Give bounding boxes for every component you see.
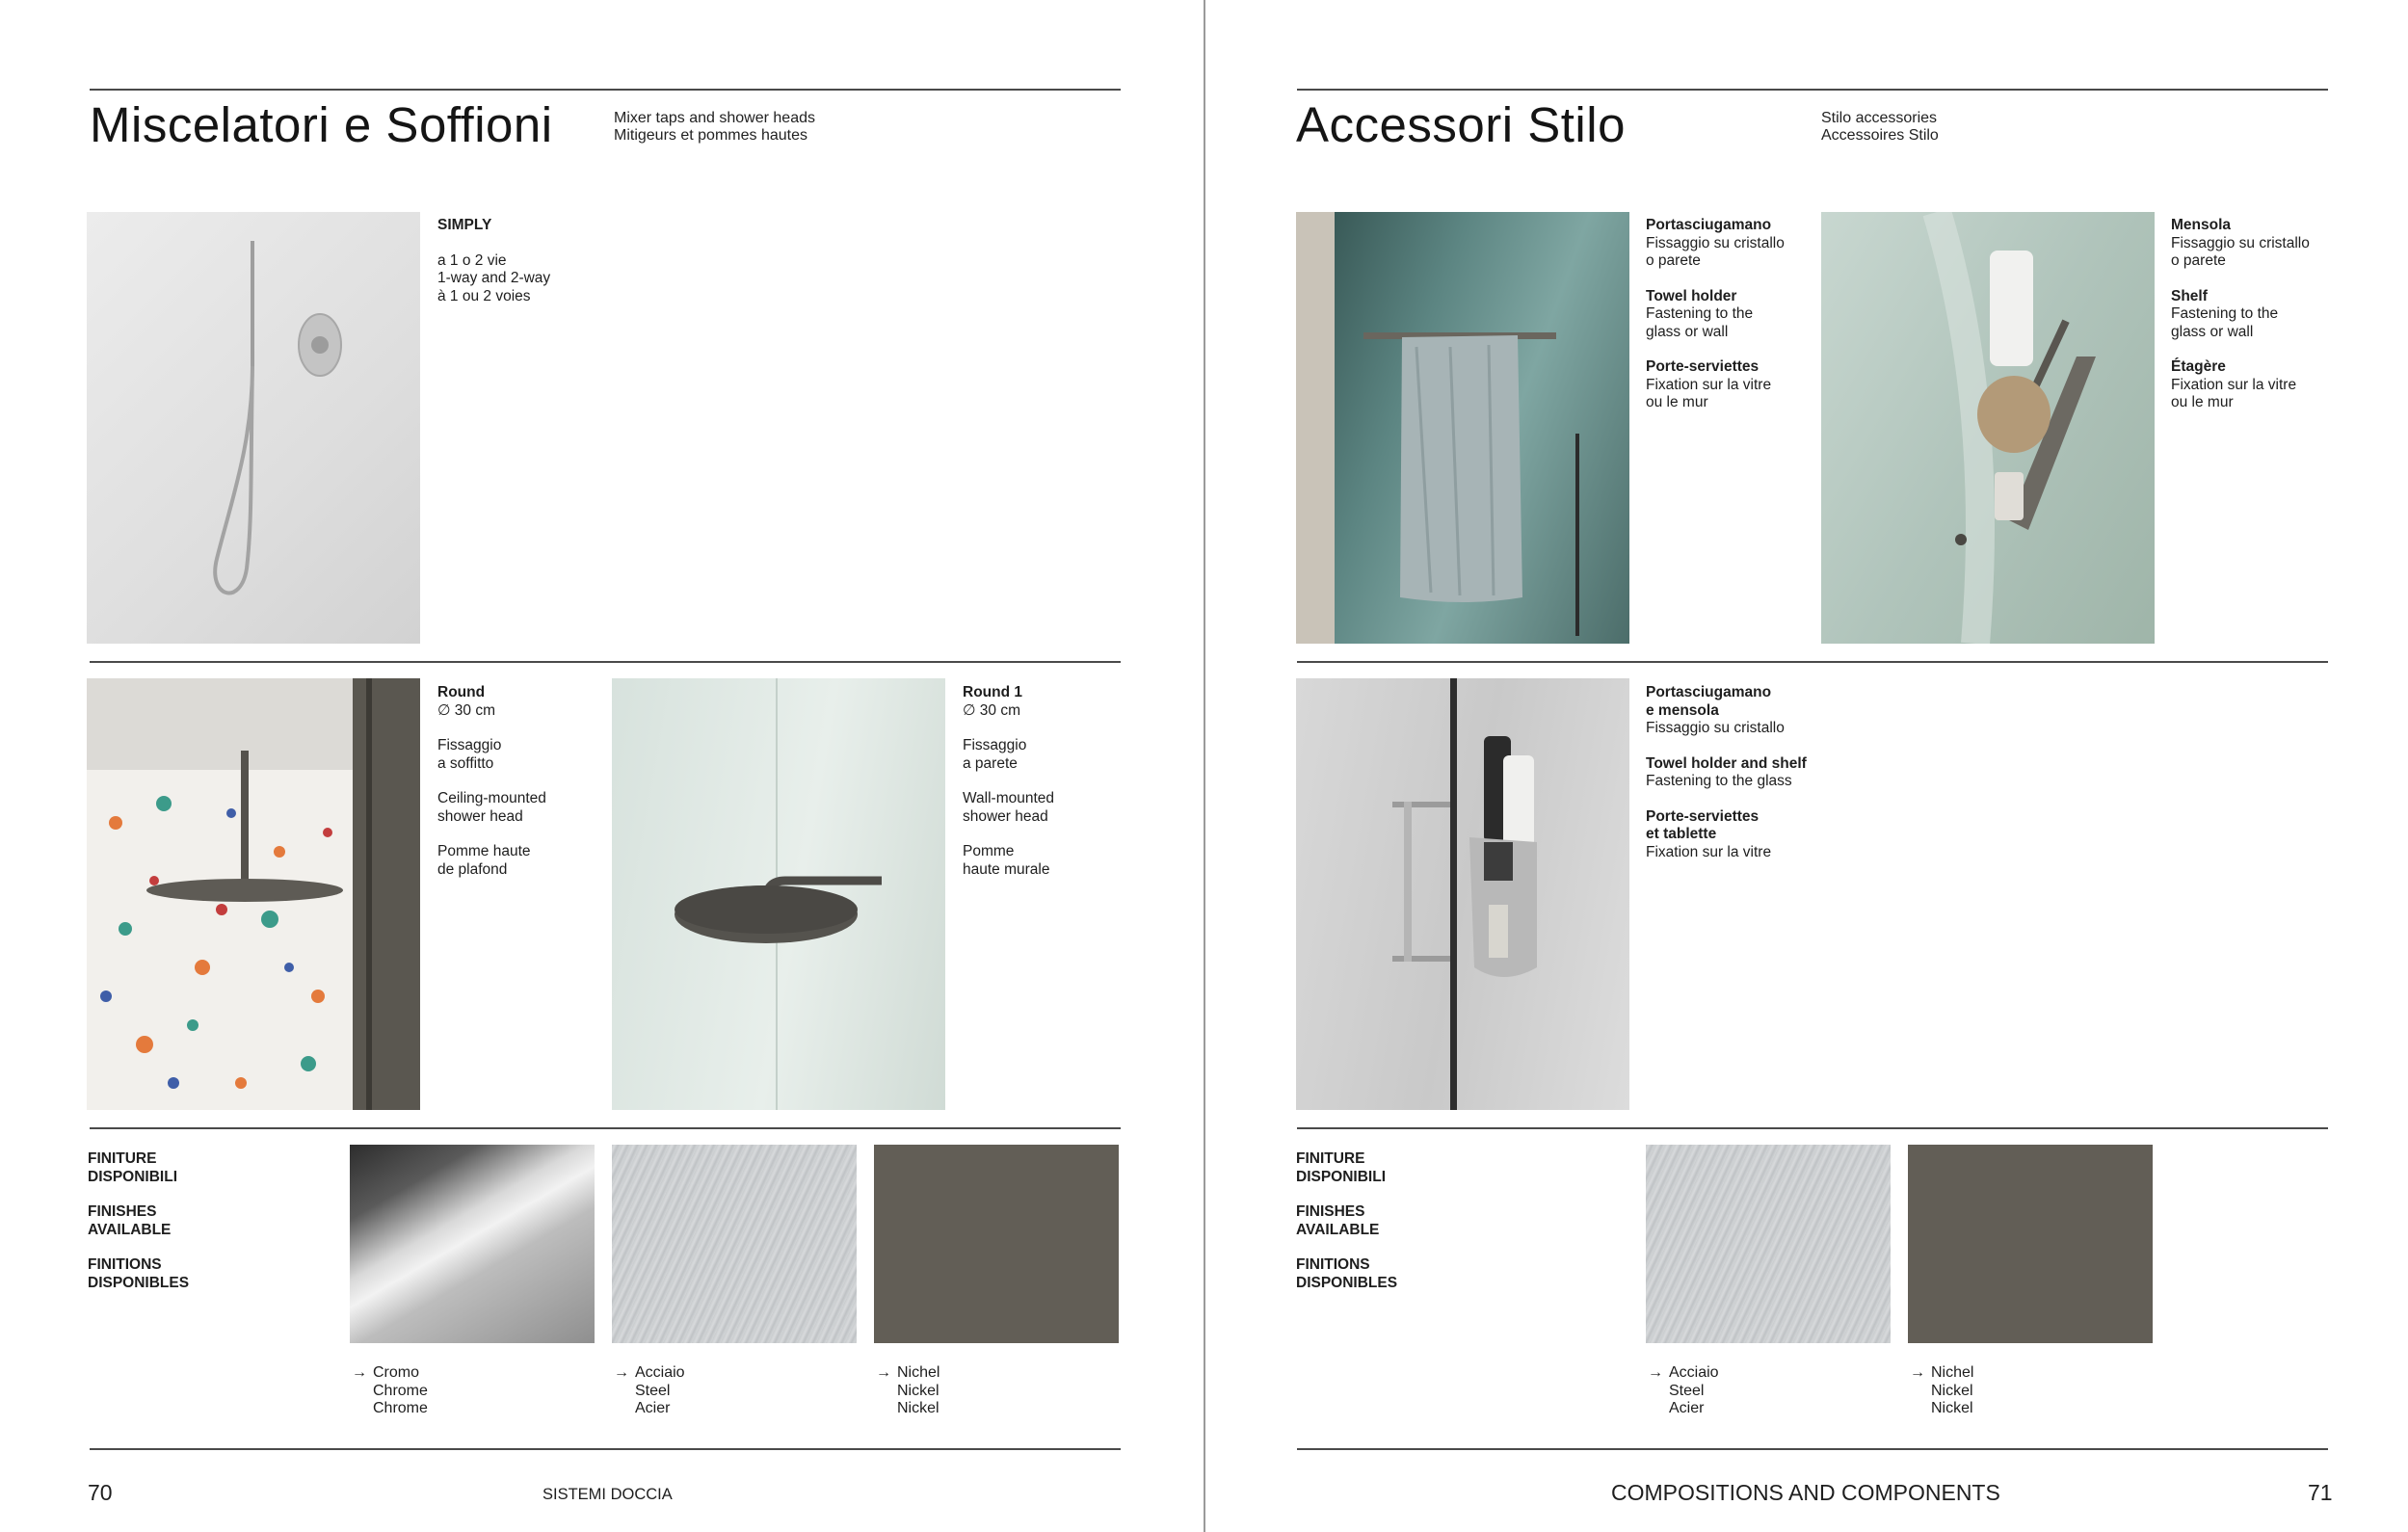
swatch-steel (612, 1145, 857, 1343)
arrow-right-icon: → (1910, 1364, 1925, 1381)
simply-mixer-illustration (87, 212, 420, 644)
page-title: Miscelatori e Soffioni (90, 97, 553, 152)
terrazzo-illustration (87, 678, 420, 1110)
footer-section: COMPOSITIONS AND COMPONENTS (1611, 1480, 2000, 1505)
round-caption: Round ∅ 30 cm Fissaggio a soffitto Ceiling-mounted shower head Pomme haute de plafond (437, 684, 546, 878)
arrow-right-icon: → (614, 1364, 629, 1381)
top-rule (1297, 89, 2328, 91)
finishes-label: FINITURE DISPONIBILI FINISHES AVAILABLE FINITIONS DISPONIBLES (88, 1150, 190, 1291)
shelf-photo (1821, 212, 2155, 644)
page-subtitle: Stilo accessories Accessoires Stilo (1821, 110, 1939, 144)
shelf-caption: Mensola Fissaggio su cristallo o parete Shelf Fastening to the glass or wall Étagère Fixation sur la vitre ou le mur (2171, 217, 2310, 410)
round1-caption: Round 1 ∅ 30 cm Fissaggio a parete Wall-mounted shower head Pomme haute murale (963, 684, 1055, 878)
footer-section: SISTEMI DOCCIA (542, 1486, 673, 1503)
arrow-right-icon: → (352, 1364, 367, 1381)
simply-caption: SIMPLY a 1 o 2 vie 1-way and 2-way à 1 ou 2 voies (437, 217, 551, 304)
round1-wall-shower-photo (612, 678, 945, 1110)
footer-rule (90, 1448, 1121, 1450)
section-rule (1297, 661, 2328, 663)
towel-shelf-photo (1296, 678, 1629, 1110)
section-rule (90, 661, 1121, 663)
swatch-nickel (1908, 1145, 2153, 1343)
page-number: 70 (88, 1480, 113, 1505)
round-ceiling-shower-photo (87, 678, 420, 1110)
arrow-right-icon: → (1648, 1364, 1663, 1381)
towel-holder-illustration (1296, 212, 1629, 644)
simply-mixer-photo (87, 212, 420, 644)
finishes-rule (1297, 1127, 2328, 1129)
towel-holder-photo (1296, 212, 1629, 644)
towel-shelf-caption: Portasciugamano e mensola Fissaggio su cristallo Towel holder and shelf Fastening to the glass Porte-serviettes et tablette Fixation sur la vitre (1646, 684, 1807, 860)
page-subtitle: Mixer taps and shower heads Mitigeurs et pommes hautes (614, 110, 815, 144)
finishes-label: FINITURE DISPONIBILI FINISHES AVAILABLE FINITIONS DISPONIBLES (1296, 1150, 1398, 1291)
finishes-rule (90, 1127, 1121, 1129)
shelf-illustration (1821, 212, 2155, 644)
footer-rule (1297, 1448, 2328, 1450)
top-rule (90, 89, 1121, 91)
page-number: 71 (2308, 1480, 2333, 1505)
swatch-nickel (874, 1145, 1119, 1343)
swatch-steel (1646, 1145, 1891, 1343)
swatch-chrome (350, 1145, 595, 1343)
wall-shower-illustration (612, 678, 945, 1110)
towel-holder-caption: Portasciugamano Fissaggio su cristallo o parete Towel holder Fastening to the glass or wall Porte-serviettes Fixation sur la vitre ou le mur (1646, 217, 1785, 410)
page-spine (1204, 0, 1205, 1532)
towel-shelf-illustration (1296, 678, 1629, 1110)
page-title: Accessori Stilo (1296, 97, 1626, 152)
arrow-right-icon: → (876, 1364, 891, 1381)
